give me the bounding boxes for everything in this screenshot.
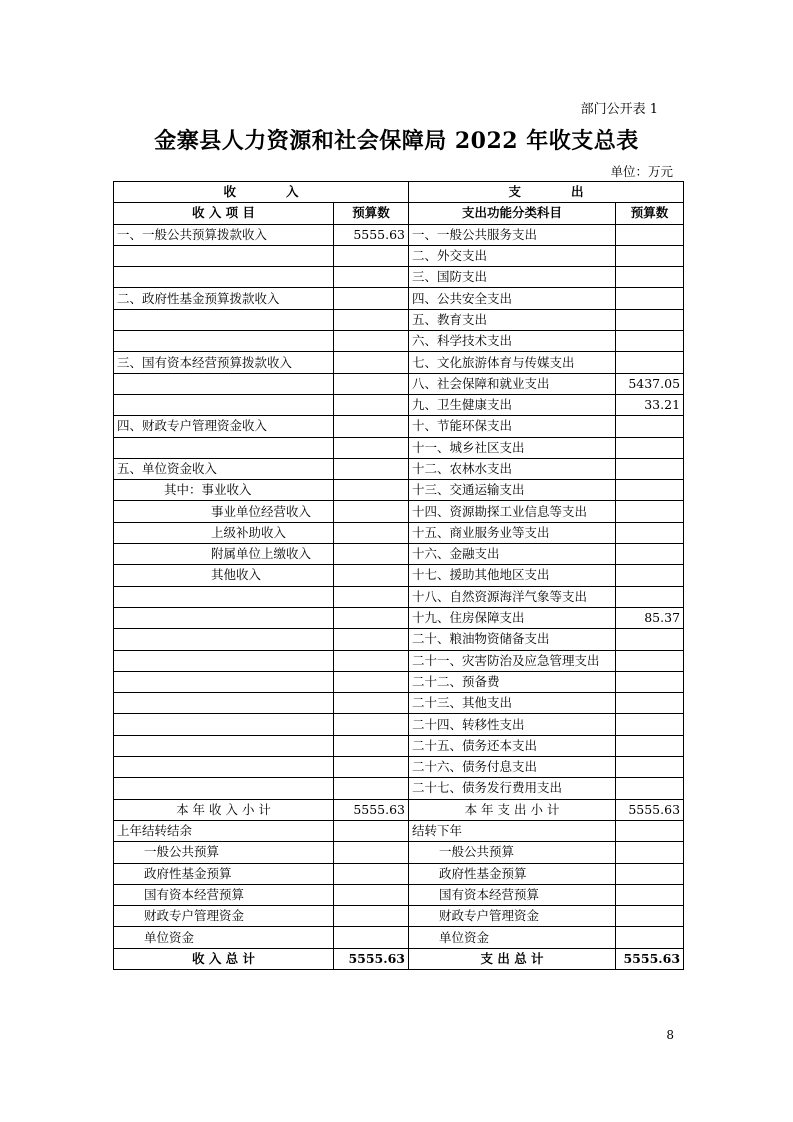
income-value [334, 331, 409, 352]
page-number: 8 [666, 1028, 674, 1042]
carry-expense-item: 单位资金 [409, 927, 616, 948]
income-item: 附属单位上缴收入 [114, 544, 334, 565]
expense-item: 十、节能环保支出 [409, 416, 616, 437]
col-income-item: 收 入 项 目 [114, 203, 334, 224]
expense-value: 33.21 [616, 394, 684, 415]
income-value [334, 544, 409, 565]
income-subtotal-label: 本 年 收 入 小 计 [114, 799, 334, 820]
income-value [334, 629, 409, 650]
expense-item: 二十三、其他支出 [409, 693, 616, 714]
income-value [334, 352, 409, 373]
expense-item: 十二、农林水支出 [409, 458, 616, 479]
carry-row [114, 820, 684, 841]
table-row [114, 245, 684, 266]
income-value [334, 458, 409, 479]
expense-total-label: 支 出 总 计 [409, 948, 616, 969]
table-row [114, 757, 684, 778]
carry-expense-item: 财政专户管理资金 [409, 906, 616, 927]
table-row [114, 607, 684, 628]
table-row [114, 629, 684, 650]
expense-value [616, 693, 684, 714]
income-item: 事业单位经营收入 [114, 501, 334, 522]
table-row [114, 778, 684, 799]
expense-item: 九、卫生健康支出 [409, 394, 616, 415]
expense-value [616, 288, 684, 309]
table-row [114, 735, 684, 756]
income-item [114, 778, 334, 799]
income-value [334, 671, 409, 692]
column-header-row [114, 203, 684, 224]
expense-item: 七、文化旅游体育与传媒支出 [409, 352, 616, 373]
income-value [334, 565, 409, 586]
expense-value [616, 480, 684, 501]
expense-item: 十七、援助其他地区支出 [409, 565, 616, 586]
page-title: 金寨县人力资源和社会保障局 2022 年收支总表 [154, 128, 639, 154]
income-item: 五、单位资金收入 [114, 458, 334, 479]
income-item [114, 693, 334, 714]
expense-value [616, 544, 684, 565]
carry-income-item: 财政专户管理资金 [114, 906, 334, 927]
carry-row [114, 842, 684, 863]
income-item [114, 714, 334, 735]
expense-value [616, 416, 684, 437]
carry-row [114, 906, 684, 927]
income-value [334, 607, 409, 628]
income-item [114, 586, 334, 607]
income-value [334, 586, 409, 607]
unit-label: 单位：万元 [610, 164, 673, 179]
col-income-budget: 预算数 [334, 203, 409, 224]
income-value [334, 480, 409, 501]
income-item: 三、国有资本经营预算拨款收入 [114, 352, 334, 373]
carry-income-item: 政府性基金预算 [114, 863, 334, 884]
table-row [114, 480, 684, 501]
expense-value [616, 629, 684, 650]
section-header-row [114, 182, 684, 203]
income-total-label: 收 入 总 计 [114, 948, 334, 969]
income-value [334, 714, 409, 735]
carry-expense-value [616, 927, 684, 948]
expense-value: 85.37 [616, 607, 684, 628]
table-row [114, 437, 684, 458]
budget-table [113, 181, 684, 970]
carry-expense-item: 政府性基金预算 [409, 863, 616, 884]
table-row [114, 650, 684, 671]
income-value [334, 373, 409, 394]
expense-value [616, 245, 684, 266]
income-value [334, 288, 409, 309]
income-item [114, 735, 334, 756]
income-value [334, 437, 409, 458]
table-row [114, 565, 684, 586]
expense-item: 十四、资源勘探工业信息等支出 [409, 501, 616, 522]
table-row [114, 352, 684, 373]
income-value [334, 735, 409, 756]
carry-row [114, 863, 684, 884]
expense-value [616, 224, 684, 245]
income-item: 一、一般公共预算拨款收入 [114, 224, 334, 245]
income-value [334, 522, 409, 543]
income-item [114, 373, 334, 394]
income-item: 四、财政专户管理资金收入 [114, 416, 334, 437]
expense-item: 一、一般公共服务支出 [409, 224, 616, 245]
subtotal-row [114, 799, 684, 820]
expense-subtotal-value: 5555.63 [616, 799, 684, 820]
income-item [114, 267, 334, 288]
carry-expense-value [616, 884, 684, 905]
carry-expense-value [616, 863, 684, 884]
table-row [114, 331, 684, 352]
income-item: 其中：事业收入 [114, 480, 334, 501]
table-row [114, 693, 684, 714]
table-row [114, 288, 684, 309]
col-expense-budget: 预算数 [616, 203, 684, 224]
carry-row [114, 927, 684, 948]
income-item [114, 629, 334, 650]
table-row [114, 586, 684, 607]
income-value [334, 267, 409, 288]
carry-expense-item: 结转下年 [409, 820, 616, 841]
expense-total-value: 5555.63 [616, 948, 684, 969]
expense-item: 二十二、预备费 [409, 671, 616, 692]
income-value [334, 693, 409, 714]
expense-value [616, 501, 684, 522]
income-item [114, 757, 334, 778]
expense-value [616, 565, 684, 586]
income-value [334, 778, 409, 799]
expense-item: 二十、粮油物资储备支出 [409, 629, 616, 650]
carry-income-value [334, 820, 409, 841]
expense-item: 二十六、债务付息支出 [409, 757, 616, 778]
income-value [334, 416, 409, 437]
expense-item: 二十五、债务还本支出 [409, 735, 616, 756]
income-value: 5555.63 [334, 224, 409, 245]
table-row [114, 671, 684, 692]
expense-value [616, 267, 684, 288]
expense-value [616, 352, 684, 373]
income-value [334, 757, 409, 778]
expense-value [616, 671, 684, 692]
expense-value [616, 735, 684, 756]
carry-income-item: 上年结转结余 [114, 820, 334, 841]
expense-item: 二十四、转移性支出 [409, 714, 616, 735]
income-subtotal-value: 5555.63 [334, 799, 409, 820]
income-item [114, 245, 334, 266]
expense-item: 十六、金融支出 [409, 544, 616, 565]
income-item [114, 650, 334, 671]
expense-section-header: 支 出 [409, 182, 684, 203]
expense-item: 四、公共安全支出 [409, 288, 616, 309]
expense-value [616, 437, 684, 458]
income-value [334, 309, 409, 330]
table-row [114, 544, 684, 565]
expense-value [616, 778, 684, 799]
table-row [114, 714, 684, 735]
table-row [114, 522, 684, 543]
expense-item: 二、外交支出 [409, 245, 616, 266]
table-row [114, 267, 684, 288]
carry-income-value [334, 863, 409, 884]
table-row [114, 458, 684, 479]
income-item: 二、政府性基金预算拨款收入 [114, 288, 334, 309]
col-expense-item: 支出功能分类科目 [409, 203, 616, 224]
income-total-value: 5555.63 [334, 948, 409, 969]
carry-income-item: 国有资本经营预算 [114, 884, 334, 905]
expense-value [616, 714, 684, 735]
expense-value [616, 650, 684, 671]
expense-item: 三、国防支出 [409, 267, 616, 288]
expense-value: 5437.05 [616, 373, 684, 394]
expense-item: 十一、城乡社区支出 [409, 437, 616, 458]
carry-income-item: 一般公共预算 [114, 842, 334, 863]
carry-expense-item: 国有资本经营预算 [409, 884, 616, 905]
expense-value [616, 309, 684, 330]
income-item: 上级补助收入 [114, 522, 334, 543]
expense-value [616, 458, 684, 479]
table-row [114, 416, 684, 437]
expense-item: 六、科学技术支出 [409, 331, 616, 352]
expense-item: 十九、住房保障支出 [409, 607, 616, 628]
expense-item: 八、社会保障和就业支出 [409, 373, 616, 394]
income-value [334, 650, 409, 671]
carry-income-value [334, 906, 409, 927]
carry-expense-value [616, 842, 684, 863]
expense-value [616, 522, 684, 543]
income-item [114, 309, 334, 330]
table-row [114, 309, 684, 330]
carry-expense-item: 一般公共预算 [409, 842, 616, 863]
expense-item: 十八、自然资源海洋气象等支出 [409, 586, 616, 607]
table-row [114, 394, 684, 415]
income-section-header: 收 入 [114, 182, 409, 203]
doc-label: 部门公开表 1 [580, 102, 658, 117]
total-row [114, 948, 684, 969]
table-row [114, 373, 684, 394]
table-row [114, 501, 684, 522]
income-item [114, 607, 334, 628]
carry-income-value [334, 842, 409, 863]
income-value [334, 501, 409, 522]
expense-item: 十三、交通运输支出 [409, 480, 616, 501]
income-item [114, 671, 334, 692]
expense-item: 二十一、灾害防治及应急管理支出 [409, 650, 616, 671]
income-value [334, 394, 409, 415]
carry-income-item: 单位资金 [114, 927, 334, 948]
expense-item: 二十七、债务发行费用支出 [409, 778, 616, 799]
income-item [114, 394, 334, 415]
expense-item: 十五、商业服务业等支出 [409, 522, 616, 543]
income-item [114, 331, 334, 352]
income-item [114, 437, 334, 458]
carry-expense-value [616, 906, 684, 927]
expense-value [616, 586, 684, 607]
table-row [114, 224, 684, 245]
income-item: 其他收入 [114, 565, 334, 586]
carry-income-value [334, 884, 409, 905]
expense-item: 五、教育支出 [409, 309, 616, 330]
expense-value [616, 331, 684, 352]
carry-expense-value [616, 820, 684, 841]
expense-subtotal-label: 本 年 支 出 小 计 [409, 799, 616, 820]
expense-value [616, 757, 684, 778]
income-value [334, 245, 409, 266]
carry-row [114, 884, 684, 905]
carry-income-value [334, 927, 409, 948]
